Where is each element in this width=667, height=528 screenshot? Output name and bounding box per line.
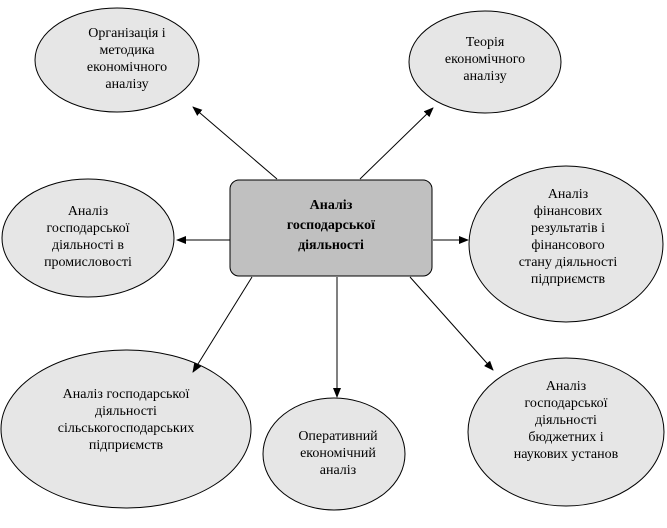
- arrow-to-theory: [360, 108, 433, 179]
- center-label: Аналіз господарської діяльності: [286, 198, 376, 253]
- node-organization-label: Організація і методика економічного аналізу: [86, 26, 168, 92]
- node-agriculture-label: Аналіз господарської діяльності сільськогосподарських підприємств: [57, 387, 195, 453]
- node-theory-label: Теорія економічного аналізу: [444, 35, 526, 84]
- node-operational-label: Оперативний економічний аналіз: [298, 429, 378, 478]
- arrow-to-budget: [410, 277, 493, 370]
- node-financial-label: Аналіз фінансових результатів і фінансового стану діяльності підприємств: [518, 187, 618, 287]
- node-industry-label: Аналіз господарської діяльності в промисловості: [44, 204, 132, 270]
- arrow-to-agriculture: [193, 277, 252, 372]
- arrow-to-organization: [193, 107, 277, 179]
- node-budget-label: Аналіз господарської діяльності бюджетних і наукових установ: [513, 379, 619, 462]
